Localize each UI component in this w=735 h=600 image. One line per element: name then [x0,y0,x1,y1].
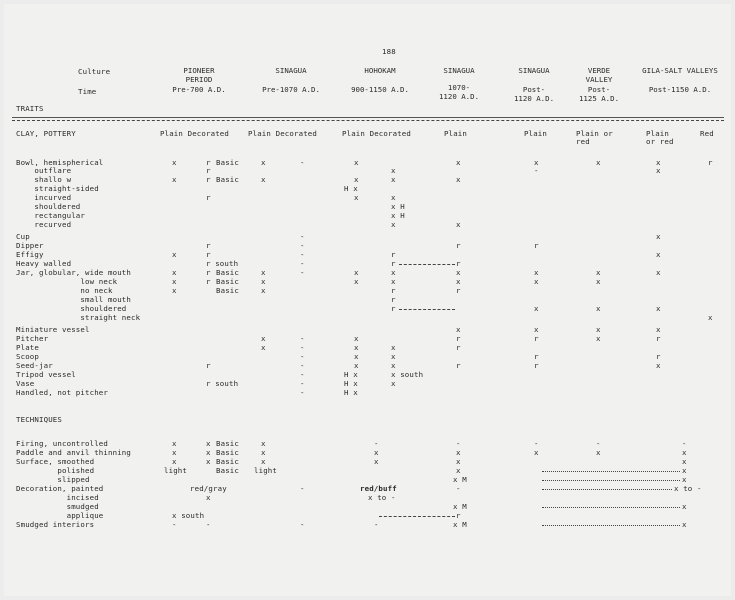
mark: x [708,313,713,322]
mark: x [656,166,661,175]
mark: x [172,457,177,466]
row-label: Paddle and anvil thinning [16,448,131,457]
mark: x [596,304,601,313]
col5-culture: SINAGUA [518,66,550,75]
row-label: slipped [16,475,90,484]
mark: x [456,277,461,286]
mark: x [391,193,396,202]
time-label: Time [78,87,97,96]
row-label: Effigy [16,250,44,259]
col6-culture: VERDE VALLEY [585,66,613,84]
mark: - [300,158,305,167]
mark: - [300,259,305,268]
clay-pottery-heading: CLAY, POTTERY [16,129,76,138]
mark: x M [453,475,467,484]
col2-culture: SINAGUA [275,66,307,75]
mark: - [300,388,305,397]
row-label: Miniature vessel [16,325,90,334]
col4-culture: SINAGUA [443,66,475,75]
row-label: no neck [16,286,113,295]
mark: x [534,268,539,277]
mark: x [374,457,379,466]
row-label: Pitcher [16,334,49,343]
mark: r [206,175,211,184]
mark: x [261,268,266,277]
mark: x [456,325,461,334]
page-number: 188 [382,47,396,56]
mark: x [596,277,601,286]
mark: r [656,334,661,343]
mark: x [374,448,379,457]
mark: x [172,439,177,448]
mark: r [656,352,661,361]
mark: - [534,439,539,448]
row-label: shouldered [16,202,81,211]
col5-time: Post- 1120 A.D. [513,85,555,103]
mark: red/gray [190,484,227,493]
mark: - [596,439,601,448]
mark: - [300,268,305,277]
mark: x [682,457,687,466]
mark: red/buff [360,484,397,493]
row-label: incurved [16,193,72,202]
mark: - [534,166,539,175]
row-label: Jar, globular, wide mouth [16,268,131,277]
mark: x [682,448,687,457]
mark: x [206,457,211,466]
mark: x [456,220,461,229]
mark: x [682,466,687,475]
mark: x [354,334,359,343]
mark: H x [344,184,358,193]
mark: x [391,379,396,388]
mark: Basic [216,286,239,295]
mark: r [456,286,461,295]
mark: - [300,370,305,379]
mark: r [456,259,461,268]
row-label: Decoration, painted [16,484,104,493]
mark: x [354,343,359,352]
mark: x [456,448,461,457]
mark: - [206,520,211,529]
mark: x south [172,511,205,520]
culture-label: Culture [78,67,111,76]
mark: x [206,448,211,457]
mark: x [682,520,687,529]
mark: x [656,250,661,259]
mark: x [534,277,539,286]
mark: x [656,158,661,167]
row-label: Surface, smoothed [16,457,95,466]
mark: Basic [216,439,239,448]
mark: r [456,334,461,343]
subhead-col5: Plain [524,129,547,138]
mark: x [172,448,177,457]
mark: x [172,250,177,259]
span-rule [399,309,455,310]
mark: x to - [368,493,396,502]
mark: x [656,268,661,277]
col3-culture: HOHOKAM [364,66,396,75]
mark: H x [344,388,358,397]
mark: r [456,361,461,370]
mark: x [354,361,359,370]
mark: x [534,304,539,313]
mark: Basic [216,158,239,167]
mark: - [300,343,305,352]
row-label: Tripod vessel [16,370,76,379]
mark: - [300,334,305,343]
mark: - [374,520,379,529]
mark: x [534,325,539,334]
subhead-col1: Plain Decorated [160,129,229,138]
mark: r [206,193,211,202]
mark: r [391,259,396,268]
mark: r [391,250,396,259]
mark: x [354,277,359,286]
mark: x [656,304,661,313]
mark: x [656,325,661,334]
mark: x [656,232,661,241]
mark: x [391,277,396,286]
col4-time: 1070- 1120 A.D. [438,83,480,101]
subhead-col7: Plain or red [646,129,674,146]
mark: x [354,175,359,184]
mark: - [456,439,461,448]
mark: r [206,166,211,175]
row-label: rectangular [16,211,85,220]
mark: x [261,158,266,167]
mark: r [206,241,211,250]
mark: x [261,286,266,295]
mark: x [354,352,359,361]
mark: x [172,268,177,277]
techniques-heading: TECHNIQUES [16,415,62,424]
row-label: polished [16,466,95,475]
row-label: Firing, uncontrolled [16,439,108,448]
mark: Basic [216,277,239,286]
subhead-col4: Plain [444,129,467,138]
mark: r [206,277,211,286]
span-rule [542,480,680,481]
col3-time: 900-1150 A.D. [351,85,409,94]
mark: x [172,175,177,184]
mark: x [261,457,266,466]
mark: x [172,277,177,286]
mark: r [391,286,396,295]
traits-label: TRAITS [16,104,44,113]
mark: x [172,286,177,295]
mark: x [456,466,461,475]
mark: x [206,493,211,502]
mark: x [354,193,359,202]
span-rule [379,516,455,517]
mark: r [206,158,211,167]
mark: - [300,361,305,370]
subhead-col2: Plain Decorated [248,129,317,138]
mark: Basic [216,448,239,457]
mark: light [164,466,187,475]
row-label: Scoop [16,352,39,361]
mark: x [261,277,266,286]
row-label: applique [16,511,104,520]
document-sheet [4,4,731,596]
mark: x [596,268,601,277]
row-label: recurved [16,220,72,229]
header-rule-2 [12,120,724,121]
row-label: shallo w [16,175,72,184]
mark: r [206,361,211,370]
mark: - [682,439,687,448]
mark: x [391,352,396,361]
mark: r [534,361,539,370]
mark: x H [391,202,405,211]
mark: r south [206,259,239,268]
mark: light [254,466,277,475]
mark: x [596,448,601,457]
mark: x [391,166,396,175]
row-label: smudged [16,502,99,511]
mark: Basic [216,466,239,475]
mark: r [391,304,396,313]
row-label: Cup [16,232,30,241]
row-label: Vase [16,379,35,388]
mark: r [534,352,539,361]
mark: r [534,334,539,343]
mark: x [391,361,396,370]
mark: x [456,457,461,466]
mark: r [206,250,211,259]
row-label: Smudged interiors [16,520,95,529]
row-label: shouldered [16,304,127,313]
mark: - [300,352,305,361]
row-label: straight neck [16,313,141,322]
mark: - [300,520,305,529]
mark: x [534,448,539,457]
row-label: Bowl, hemispherical [16,158,104,167]
mark: x [391,268,396,277]
row-label: incised [16,493,99,502]
mark: r [206,268,211,277]
mark: x [456,158,461,167]
mark: x [261,439,266,448]
mark: x M [453,502,467,511]
mark: x [391,220,396,229]
mark: Basic [216,457,239,466]
mark: - [374,439,379,448]
mark: x [391,343,396,352]
subhead-col6: Plain or red [576,129,613,146]
mark: x [261,334,266,343]
mark: H x [344,379,358,388]
mark: - [456,484,461,493]
mark: r [456,241,461,250]
mark: r [708,158,713,167]
mark: x south [391,370,424,379]
col7-culture: GILA-SALT VALLEYS [642,66,718,75]
subhead-col8: Red [700,129,714,138]
col1-time: Pre-700 A.D. [172,85,226,94]
mark: r [534,241,539,250]
mark: x to - [674,484,702,493]
mark: x [682,475,687,484]
row-label: Seed-jar [16,361,53,370]
header-rule-1 [12,117,724,118]
mark: x M [453,520,467,529]
span-rule [542,471,680,472]
mark: r south [206,379,239,388]
mark: r [456,343,461,352]
mark: x [354,268,359,277]
mark: x [534,158,539,167]
row-label: Heavy walled [16,259,72,268]
mark: x [456,175,461,184]
mark: x [596,325,601,334]
span-rule [542,507,680,508]
row-label: low neck [16,277,118,286]
mark: - [300,241,305,250]
span-rule [542,489,672,490]
col2-time: Pre-1070 A.D. [262,85,320,94]
row-label: outflare [16,166,72,175]
mark: x [596,334,601,343]
mark: x [682,502,687,511]
row-label: Dipper [16,241,44,250]
row-label: Plate [16,343,39,352]
mark: x [656,361,661,370]
mark: x [261,343,266,352]
col1-culture: PIONEER PERIOD [183,66,215,84]
row-label: small mouth [16,295,131,304]
mark: - [172,520,177,529]
subhead-col3: Plain Decorated [342,129,411,138]
col7-time: Post-1150 A.D. [648,85,712,94]
mark: r [391,295,396,304]
mark: x H [391,211,405,220]
row-label: Handled, not pitcher [16,388,108,397]
mark: Basic [216,268,239,277]
mark: - [300,379,305,388]
mark: - [300,250,305,259]
mark: H x [344,370,358,379]
span-rule [399,264,455,265]
mark: x [261,448,266,457]
mark: - [300,484,305,493]
mark: x [391,175,396,184]
mark: x [354,158,359,167]
row-label: straight-sided [16,184,99,193]
span-rule [542,525,680,526]
col6-time: Post- 1125 A.D. [578,85,620,103]
mark: Basic [216,175,239,184]
mark: x [456,268,461,277]
mark: x [261,175,266,184]
mark: - [300,232,305,241]
mark: x [596,158,601,167]
mark: x [172,158,177,167]
mark: x [206,439,211,448]
mark: r [456,511,461,520]
